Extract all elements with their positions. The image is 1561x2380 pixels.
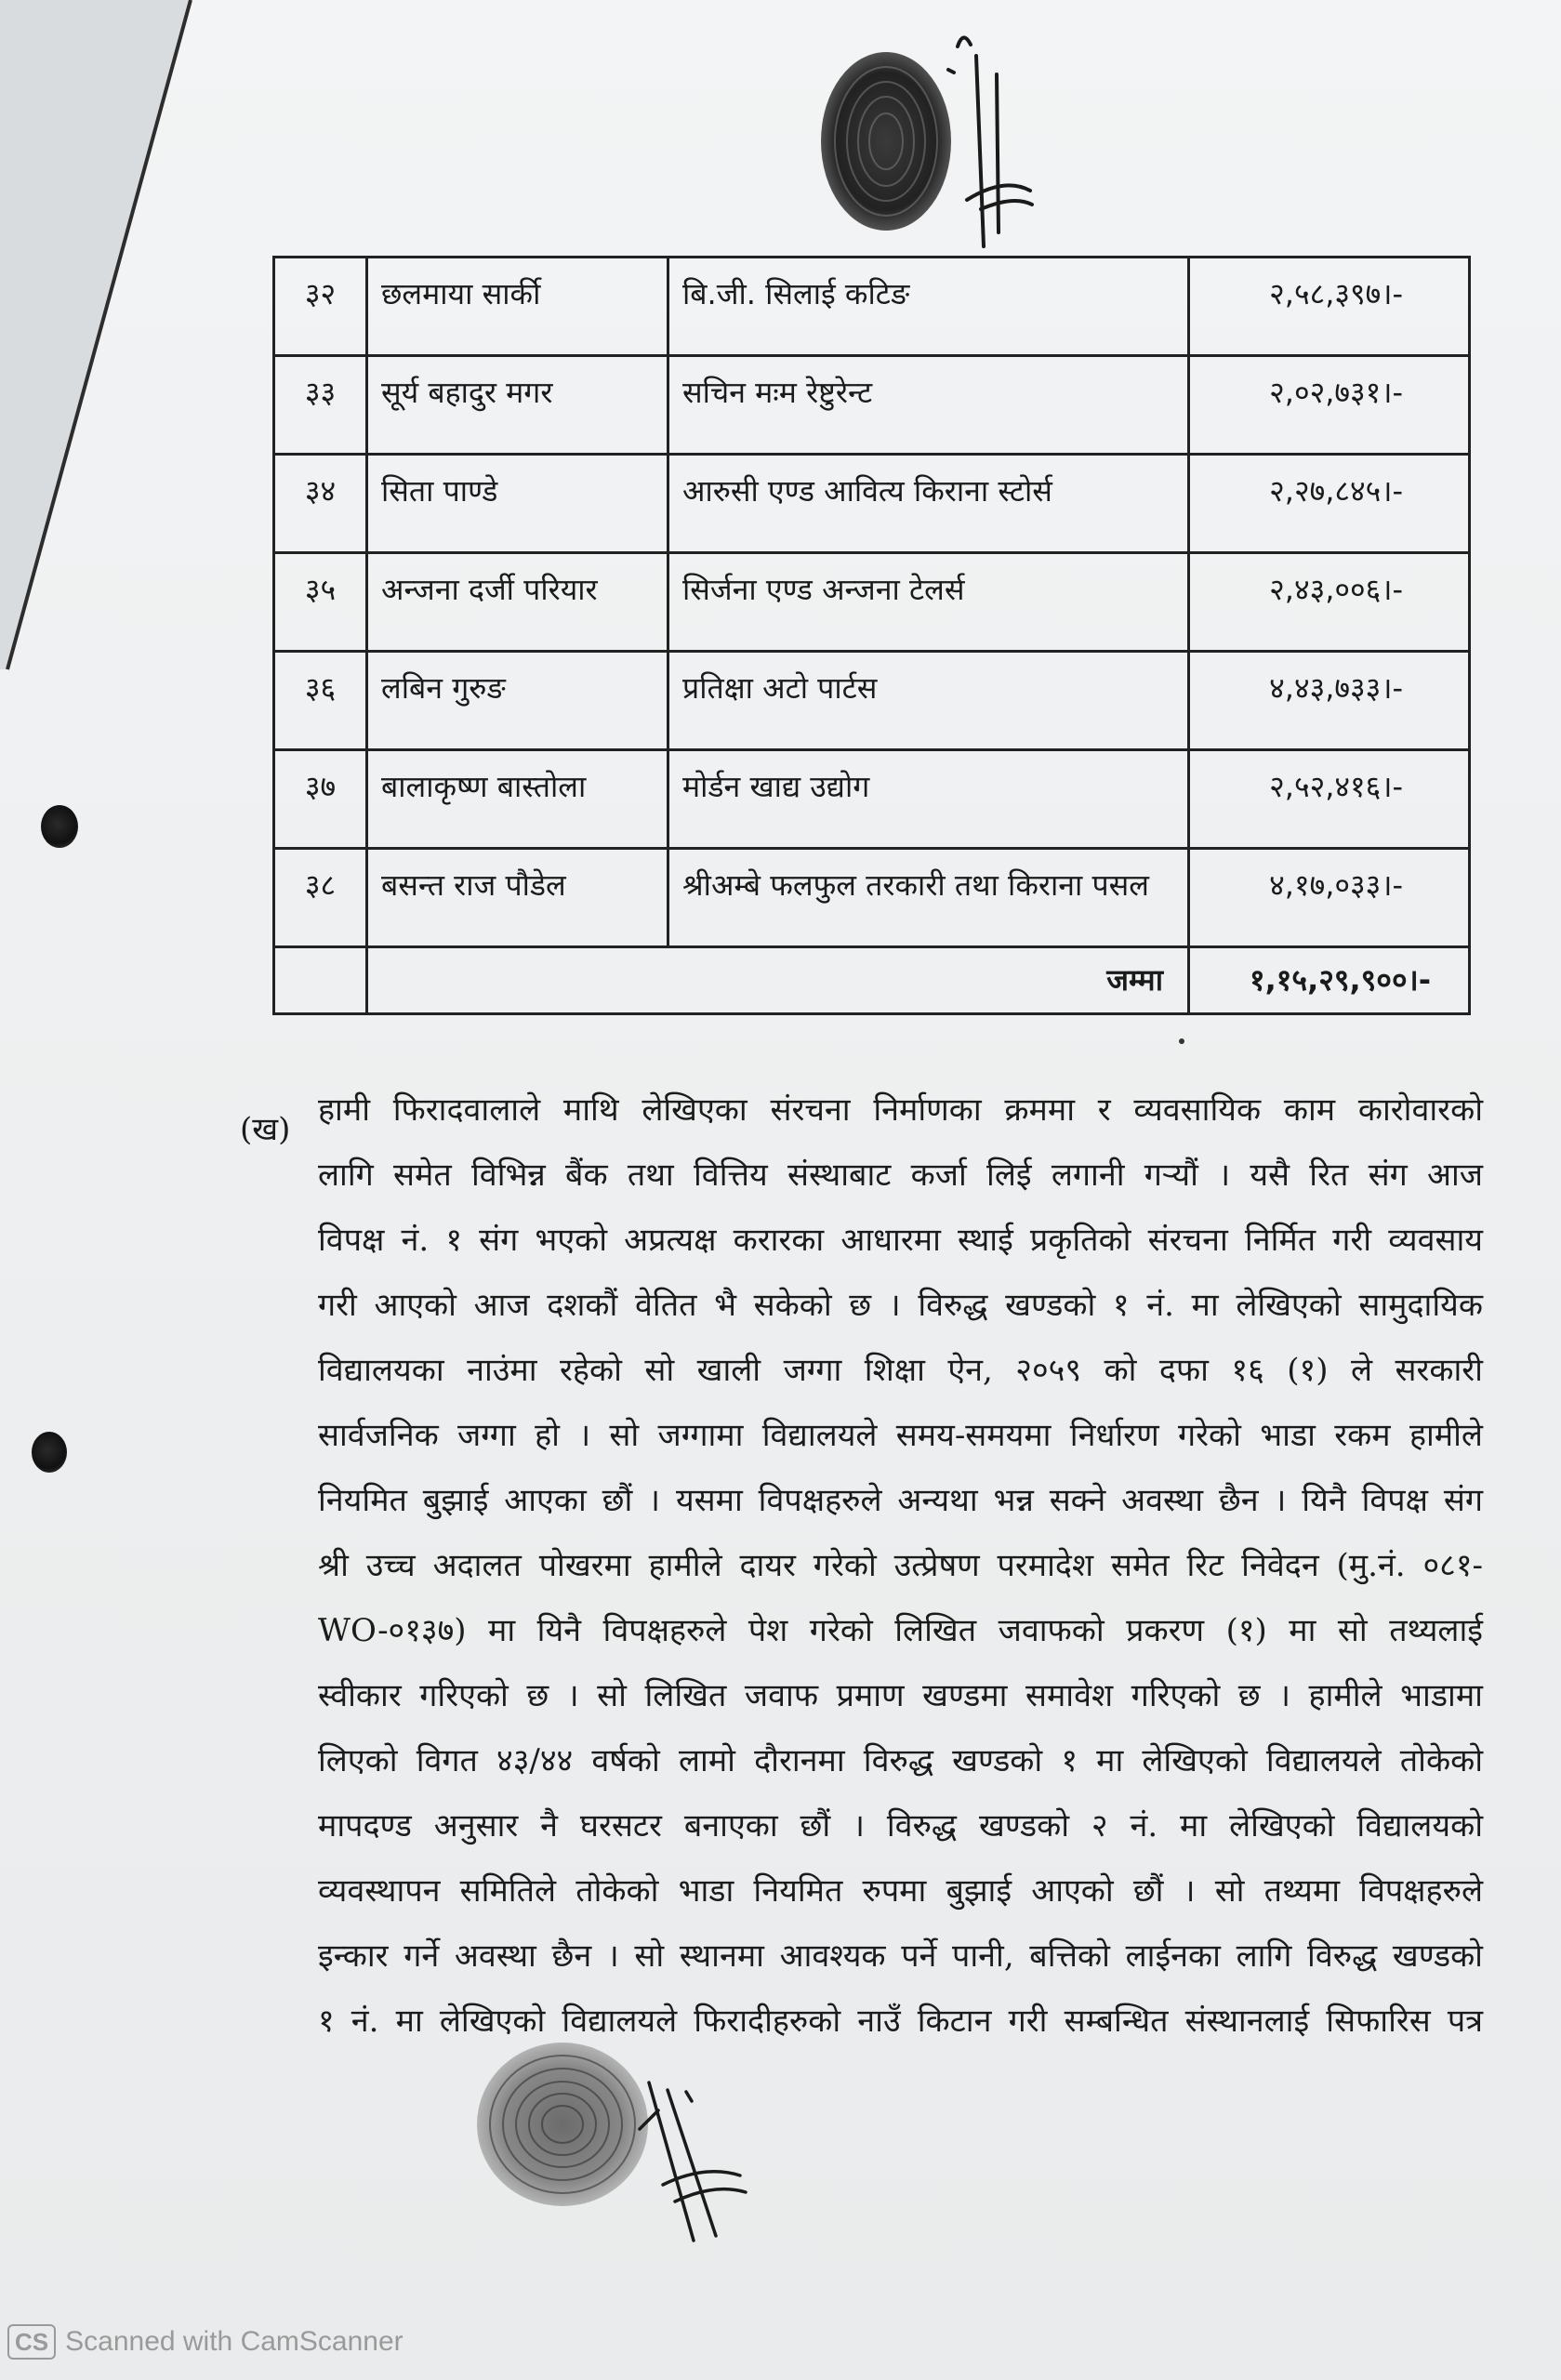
paragraph-line: सार्वजनिक जग्गा हो । सो जग्गामा विद्यालयले समय-समयमा निर्धारण गरेको भाडा रकम हामीले — [318, 1417, 1483, 1454]
table-row — [274, 652, 1470, 750]
scanner-watermark — [7, 2324, 403, 2360]
signature-top — [939, 19, 1041, 251]
business-cell: सचिन मःम रेष्टुरेन्ट — [668, 356, 1189, 455]
watermark-text: Scanned with CamScanner — [65, 2326, 403, 2357]
total-amount: १,१५,२९,९००।- — [1189, 947, 1470, 1014]
business-cell: श्रीअम्बे फलफुल तरकारी तथा किराना पसल — [668, 849, 1189, 947]
table-row — [274, 356, 1470, 455]
paragraph-line: इन्कार गर्ने अवस्था छैन । सो स्थानमा आवश्यक पर्ने पानी, बत्तिको लाईनका लागि विरुद्ध खण्डको — [318, 1937, 1483, 1975]
table-row — [274, 750, 1470, 849]
amount-cell: २,५८,३९७।- — [1189, 258, 1470, 356]
paragraph-line: स्वीकार गरिएको छ । सो लिखित जवाफ प्रमाण खण्डमा समावेश गरिएको छ । हामीले भाडामा — [318, 1677, 1483, 1714]
business-cell: आरुसी एण्ड आवित्य किराना स्टोर्स — [668, 455, 1189, 553]
name-cell: छलमाया सार्की — [367, 258, 668, 356]
table-row — [274, 553, 1470, 652]
business-cell: प्रतिक्षा अटो पार्टस — [668, 652, 1189, 750]
thumbprint-top — [816, 48, 956, 234]
total-label: जम्मा — [367, 947, 1189, 1014]
name-cell: सिता पाण्डे — [367, 455, 668, 553]
paragraph-line: व्यवस्थापन समितिले तोकेको भाडा नियमित रुपमा बुझाई आएको छौं । सो तथ्यमा विपक्षहरुले — [318, 1872, 1483, 1910]
paragraph-marker: (ख) — [240, 1111, 291, 1148]
serial-number-cell: ३४ — [274, 455, 367, 553]
paragraph-line: विपक्ष नं. १ संग भएको अप्रत्यक्ष करारका आधारमा स्थाई प्रकृतिको संरचना निर्मित गरी व्यवसाय — [318, 1222, 1483, 1259]
paragraph-line: १ नं. मा लेखिएको विद्यालयले फिरादीहरुको नाउँ किटान गरी सम्बन्धित संस्थानलाई सिफारिस पत्र — [318, 2003, 1483, 2040]
amount-cell: २,५२,४१६।- — [1189, 750, 1470, 849]
serial-number-cell: ३५ — [274, 553, 367, 652]
paragraph-line: लागि समेत विभिन्न बैंक तथा वित्तिय संस्थाबाट कर्जा लिई लगानी गर्‍यौं । यसै रित संग आज — [318, 1157, 1483, 1194]
amount-cell: २,०२,७३१।- — [1189, 356, 1470, 455]
serial-number-cell: ३६ — [274, 652, 367, 750]
name-cell: लबिन गुरुङ — [367, 652, 668, 750]
amount-cell: ४,१७,०३३।- — [1189, 849, 1470, 947]
signature-bottom — [630, 2073, 751, 2250]
table-row — [274, 849, 1470, 947]
amount-cell: ४,४३,७३३।- — [1189, 652, 1470, 750]
name-cell: बसन्त राज पौडेल — [367, 849, 668, 947]
name-cell: अन्जना दर्जी परियार — [367, 553, 668, 652]
business-cell: मोर्डन खाद्य उद्योग — [668, 750, 1189, 849]
camscanner-logo: CS — [7, 2324, 56, 2360]
name-cell: सूर्य बहादुर मगर — [367, 356, 668, 455]
paragraph-line: WO-०१३७) मा यिनै विपक्षहरुले पेश गरेको लिखित जवाफको प्रकरण (१) मा सो तथ्यलाई — [318, 1612, 1483, 1649]
stray-mark — [1179, 1038, 1184, 1044]
table-total-row — [274, 947, 1470, 1014]
amount-cell: २,२७,८४५।- — [1189, 455, 1470, 553]
serial-number-cell: ३७ — [274, 750, 367, 849]
amount-cell: २,४३,००६।- — [1189, 553, 1470, 652]
serial-number-cell: ३२ — [274, 258, 367, 356]
paragraph-line: मापदण्ड अनुसार नै घरसटर बनाएका छौं । विरुद्ध खण्डको २ नं. मा लेखिएको विद्यालयको — [318, 1807, 1483, 1844]
paragraph-line: लिएको विगत ४३/४४ वर्षको लामो दौरानमा विरुद्ध खण्डको १ मा लेखिएको विद्यालयले तोकेको — [318, 1742, 1483, 1779]
serial-number-cell: ३८ — [274, 849, 367, 947]
business-cell: सिर्जना एण्ड अन्जना टेलर्स — [668, 553, 1189, 652]
thumbprint-bottom — [470, 2036, 655, 2213]
paragraph-line: गरी आएको आज दशकौं वेतित भै सकेको छ । विरुद्ध खण्डको १ नं. मा लेखिएको सामुदायिक — [318, 1287, 1483, 1324]
punch-hole-upper — [41, 805, 78, 848]
paragraph-line: नियमित बुझाई आएका छौं । यसमा विपक्षहरुले अन्यथा भन्न सक्ने अवस्था छैन । यिनै विपक्ष संग — [318, 1482, 1483, 1519]
empty-cell — [274, 947, 367, 1014]
serial-number-cell: ३३ — [274, 356, 367, 455]
name-cell: बालाकृष्ण बास्तोला — [367, 750, 668, 849]
table-row — [274, 258, 1470, 356]
punch-hole-lower — [32, 1432, 67, 1473]
paragraph-line: श्री उच्च अदालत पोखरमा हामीले दायर गरेको उत्प्रेषण परमादेश समेत रिट निवेदन (मु.नं. ०८१- — [318, 1547, 1483, 1584]
paragraph-line: हामी फिरादवालाले माथि लेखिएका संरचना निर्माणका क्रममा र व्यवसायिक काम कारोवारको — [318, 1091, 1483, 1129]
borrower-table — [272, 256, 1471, 1015]
business-cell: बि.जी. सिलाई कटिङ — [668, 258, 1189, 356]
paragraph-line: विद्यालयका नाउंमा रहेको सो खाली जग्गा शिक्षा ऐन, २०५९ को दफा १६ (१) ले सरकारी — [318, 1352, 1483, 1389]
table-row — [274, 455, 1470, 553]
